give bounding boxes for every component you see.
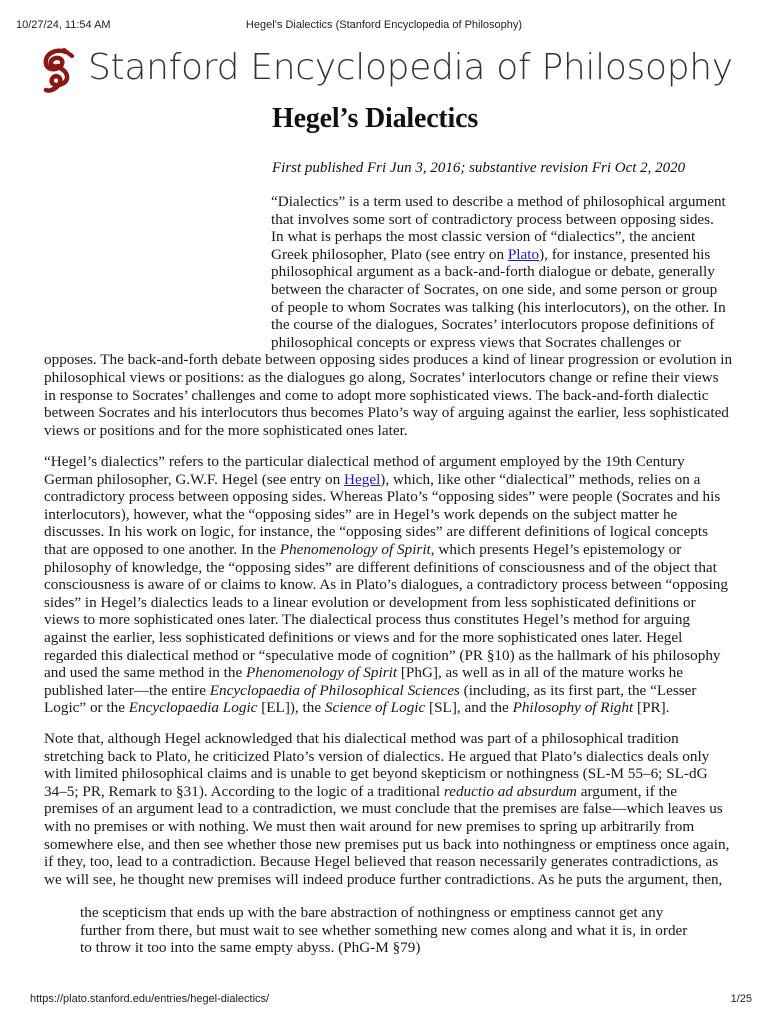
italic-title: Philosophy of Right [512,699,634,717]
italic-title: Encyclopaedia of Philosophical Sciences [209,681,460,699]
text-run: published later—the entire [44,681,210,699]
print-header [0,0,768,30]
text-run: German philosopher, G.W.F. Hegel (see entry on [44,470,345,488]
text-run: “Dialectics” is a term used to describe a method of philosophical argument [271,193,726,210]
text-line [44,506,732,524]
sep-logo-icon[interactable] [38,46,78,94]
text-line [44,246,732,264]
text-line [80,939,720,957]
print-url: https://plato.stanford.edu/entries/hegel-dialectics/ [30,993,270,1005]
text-line [44,783,732,801]
text-line [44,211,732,229]
text-run: philosophical views or positions: as the dialogues go along, Socrates’ interlocutors change or refine their views [44,368,719,386]
site-name[interactable]: Stanford Encyclopedia of Philosophy [88,47,733,88]
text-line [44,800,732,818]
text-run: philosophical argument as a back-and-forth dialogue or debate, generally [271,263,715,281]
italic-title: Phenomenology of Spirit [279,540,431,558]
text-run: consciousness is aware of or claims to know. As in Plato’s dialogues, a contradictory process between “opposing [44,576,728,594]
text-line [44,263,732,281]
text-run: views or positions and for the more sophisticated ones later. [44,421,408,439]
publication-info: First published Fri Jun 3, 2016; substantive revision Fri Oct 2, 2020 [272,160,686,176]
text-run: philosophical concepts or express views that Socrates challenges or [271,333,681,351]
text-run: Logic” or the [44,699,129,717]
text-run: we will see, he thought new premises will indeed produce further contradictions. As he puts the argument, then, [44,870,723,888]
text-run: Note that, although Hegel acknowledged that his dialectical method was part of a philosophical tradition [44,730,679,747]
text-run: that involves some sort of contradictory process between opposing sides. [271,210,714,228]
text-line [44,765,732,783]
text-line [44,818,732,836]
plato-entry-link[interactable]: Plato [507,245,540,263]
text-line [44,281,732,299]
print-page-title: Hegel’s Dialectics (Stanford Encyclopedia of Philosophy) [245,19,523,31]
text-line [44,453,732,471]
text-line [44,404,732,422]
text-run: with limited philosophical claims and is unable to get beyond skepticism or nothingness (SL-M 55–6; SL-dG [44,765,708,783]
text-line [44,228,732,246]
text-line [44,559,732,577]
text-run: In what is perhaps the most classic version of “dialectics”, the ancient [271,228,696,246]
text-run: “Hegel’s dialectics” refers to the particular dialectical method of argument employed by the 19th Century [44,453,685,470]
text-line [44,193,732,211]
text-run: opposes. The back-and-forth debate between opposing sides produces a kind of linear progression or evolution in [44,351,733,369]
text-run: against the earlier, less sophisticated definitions or views and for the more sophisticated ones later. Hegel [44,628,683,646]
text-line [44,853,732,871]
text-run: if they, too, lead to a contradiction. Because Hegel believed that reason necessarily generates contradictions, as [44,853,719,871]
text-run: interlocutors), however, what the “opposing sides” are in Hegel’s work depends on the subject matter he [44,505,678,523]
text-run: (including, as its first part, the “Lesser [459,681,697,699]
text-line [44,523,732,541]
italic-title: Encyclopaedia Logic [128,699,258,717]
text-line [80,904,720,922]
text-run: , which presents Hegel’s epistemology or [430,540,682,558]
text-run: with no premises or with nothing. We must then wait around for new premises to spring up arbitrarily from [44,817,695,835]
text-run: between the character of Socrates, on one side, and some person or group [271,280,718,298]
text-run: ), for instance, presented his [539,245,711,263]
site-brand[interactable] [38,44,733,96]
text-run: somewhere else, and then see whether those new premises put us back into nothingness or emptiness once again, [44,835,730,853]
text-line [44,471,732,489]
text-line [44,299,732,317]
text-run: to throw it too into the same empty abyss. (PhG-M §79) [80,939,421,957]
text-run: the course of the dialogues, Socrates’ interlocutors propose definitions of [271,316,715,334]
article-title: Hegel’s Dialectics [272,103,479,134]
intro-paragraph-3 [44,730,732,888]
text-run: [SL], and the [425,699,513,717]
text-line [44,748,732,766]
text-line [44,730,732,748]
text-line [80,922,720,940]
text-run: philosophy of knowledge, the “opposing sides” are different definitions of consciousness and of the object that [44,558,717,576]
text-run: of people to whom Socrates was talking (his interlocutors), on the other. In [271,298,726,316]
block-quote [80,904,720,957]
text-run: between Socrates and his interlocutors thus becomes Plato’s way of arguing against the earlier, less sophisticated [44,404,729,422]
text-line [44,422,732,440]
text-line [44,699,732,717]
italic-title: Phenomenology of Spirit [246,664,398,682]
text-run: that are opposed to one another. In the [44,540,280,558]
text-line [44,387,732,405]
text-run: discusses. In his work on logic, for instance, the “opposing sides” are different definitions of logical concepts [44,523,709,541]
italic-title: reductio ad absurdum [443,782,577,800]
text-run: argument, if the [576,782,678,800]
text-line [44,594,732,612]
text-line [44,541,732,559]
intro-paragraph-2 [44,453,732,717]
text-run: premises of an argument lead to a contradiction, we must conclude that the premises are false—which leaves us [44,800,723,818]
print-timestamp: 10/27/24, 11:54 AM [16,19,111,31]
text-line [44,488,732,506]
text-run: [PR]. [633,699,670,717]
text-line [44,647,732,665]
print-footer [0,993,768,1013]
text-line [44,611,732,629]
text-run: further from there, but must wait to see whether something new comes along and what it is, in order [80,921,688,939]
intro-paragraph-1 [44,193,732,439]
text-line [44,682,732,700]
text-run: Greek philosopher, Plato (see entry on [271,245,508,263]
text-run: [PhG], as well as in all of the mature works he [397,664,684,682]
text-run: 34–5; PR, Remark to §31). According to the logic of a traditional [44,782,444,800]
text-run: the scepticism that ends up with the bare abstraction of nothingness or emptiness cannot get any [80,904,664,921]
text-line [44,351,732,369]
text-run: sides” in Hegel’s dialectics leads to a linear evolution or development from less sophisticated definitions or [44,593,696,611]
text-run: and used the same method in the [44,664,247,682]
text-run: regarded this dialectical method or “speculative mode of cognition” (PR §10) as the hallmark of his philosophy [44,646,721,664]
text-run: views to more sophisticated ones later. The dialectical process thus constitutes Hegel’s method for arguing [44,611,691,629]
text-line [44,316,732,334]
hegel-entry-link[interactable]: Hegel [344,470,381,488]
print-page-number: 1/25 [730,993,752,1005]
text-line [44,836,732,854]
text-run: [EL]), the [257,699,325,717]
italic-title: Science of Logic [324,699,426,717]
text-run: ), which, like other “dialectical” methods, relies on a [380,470,701,488]
text-line [44,664,732,682]
text-run: contradictory process between opposing sides. Whereas Plato’s “opposing sides” were people (Socrates and his [44,488,721,506]
text-line [44,871,732,889]
text-line [44,576,732,594]
text-run: in response to Socrates’ challenges and come to adopt more sophisticated views. The back-and-forth dialectic [44,386,709,404]
text-run: stretching back to Plato, he criticized Plato’s version of dialectics. He argued that Plato’s dialectics deals only [44,747,710,765]
text-line [44,334,732,352]
text-line [44,369,732,387]
text-line [44,629,732,647]
